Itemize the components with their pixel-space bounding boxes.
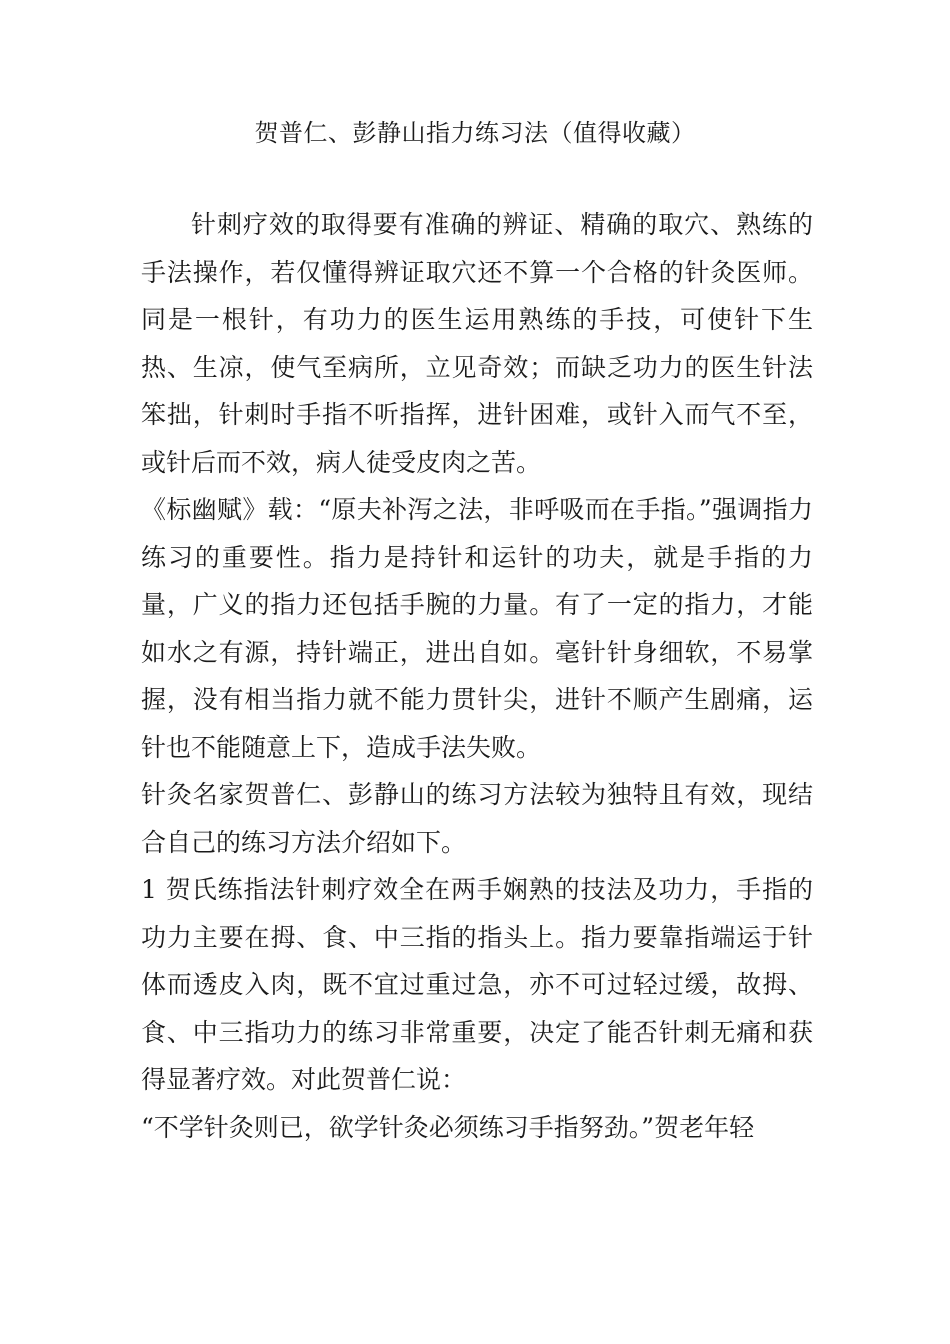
document-body [141,201,813,1151]
paragraph-intro: 针刺疗效的取得要有准确的辨证、精确的取穴、熟练的手法操作，若仅懂得辨证取穴还不算一个合格的针灸医师。同是一根针，有功力的医生运用熟练的手技，可使针下生热、生凉，使气至病所，立见奇效；而缺乏功力的医生针法笨拙，针刺时手指不听指挥，进针困难，或针入而气不至，或针后而不效，病人徒受皮肉之苦。 [141,210,813,477]
paragraph-biaoyoufu-quote: 《标幽赋》载：“原夫补泻之法，非呼吸而在手指。”强调指力练习的重要性。指力是持针和运针的功夫，就是手指的力量，广义的指力还包括手腕的力量。有了一定的指力，才能如水之有源，持针端正，进出自如。毫针针身细软，不易掌握，没有相当指力就不能力贯针尖，进针不顺产生剧痛，运针也不能随意上下，造成手法失败。 [141,495,813,762]
paragraph-he-quote: “不学针灸则已，欲学针灸必须练习手指努劲。”贺老年轻 [141,1112,755,1142]
document-title: 贺普仁、彭静山指力练习法（值得收藏） [254,119,696,147]
paragraph-he-method: 1 贺氏练指法针刺疗效全在两手娴熟的技法及功力，手指的功力主要在拇、食、中三指的指头上。指力要靠指端运于针体而透皮入肉，既不宜过重过急，亦不可过轻过缓，故拇、食、中三指功力的练习非常重要，决定了能否针刺无痛和获得显著疗效。对此贺普仁说： [141,875,813,1094]
paragraph-masters-intro: 针灸名家贺普仁、彭静山的练习方法较为独特且有效，现结合自己的练习方法介绍如下。 [141,780,813,857]
